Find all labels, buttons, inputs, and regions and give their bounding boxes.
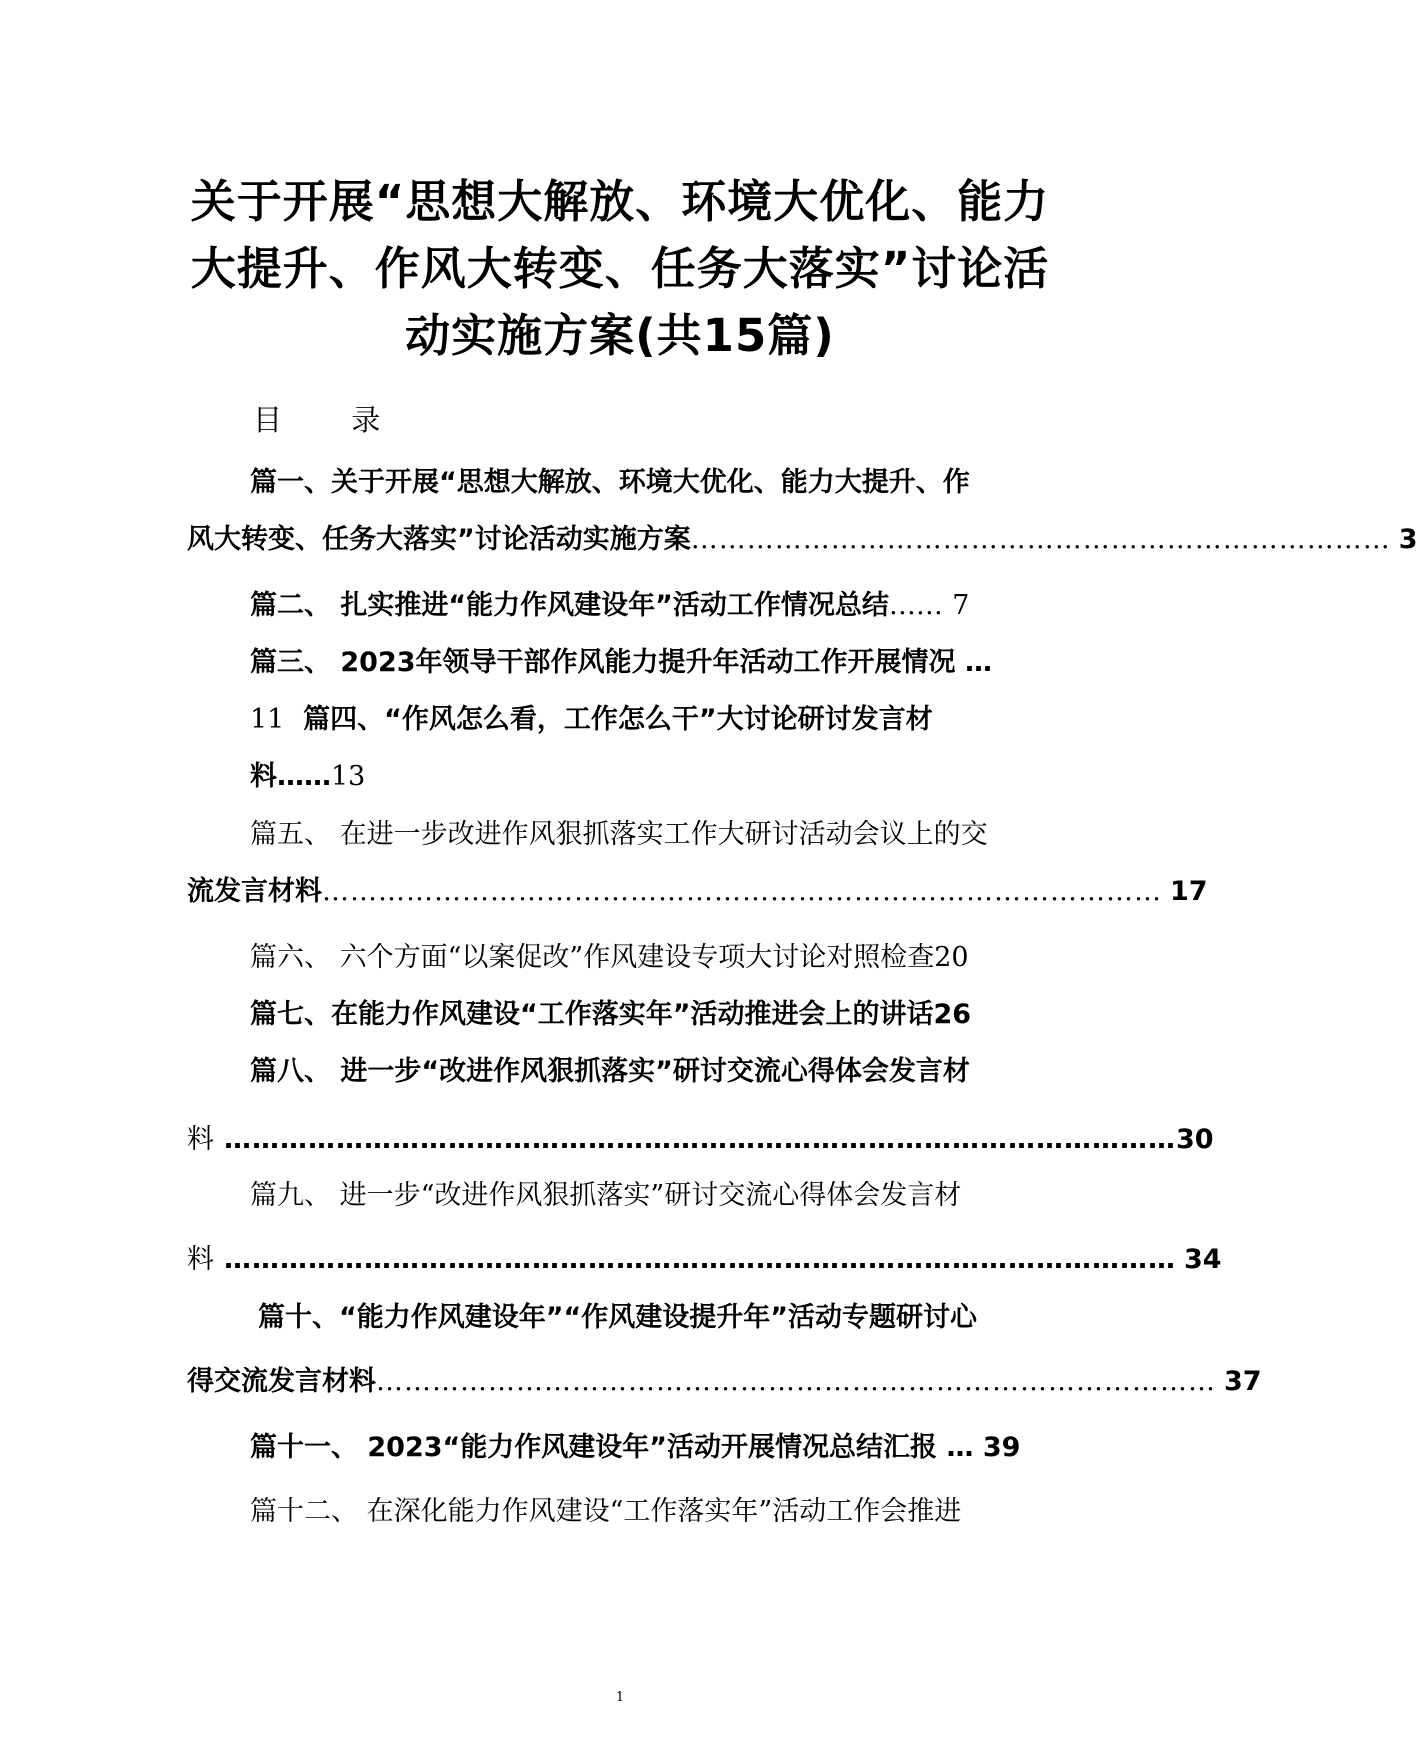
dot-leader: …………………………………………………………………………………………: [224, 1244, 1176, 1275]
toc-entry-5-title-end: 流发言材料: [187, 876, 322, 907]
toc-entry-4-line-2: [250, 757, 365, 797]
toc-entry-9-page: 34: [1184, 1244, 1222, 1275]
toc-entry-5-line-2: [187, 872, 1208, 912]
toc-heading: 目 录: [253, 403, 411, 437]
toc-entry-8-page: 30: [1176, 1124, 1214, 1155]
toc-entry-9-title-end: 料: [187, 1244, 214, 1275]
document-title: [160, 168, 1080, 369]
toc-entry-3-title: 篇三、 2023年领导干部作风能力提升年活动工作开展情况: [250, 647, 956, 678]
toc-entry-4-title-end: 料……: [250, 761, 331, 792]
toc-entry-5-page: 17: [1170, 876, 1208, 907]
toc-entry-7-title: 篇七、在能力作风建设“工作落实年”活动推进会上的讲话: [250, 999, 934, 1030]
toc-entry-2-page: 7: [952, 590, 970, 621]
toc-entry-11: [250, 1428, 1020, 1468]
toc-entry-10-line-1: 篇十、“能力作风建设年”“作风建设提升年”活动专题研讨心: [258, 1302, 977, 1333]
toc-entry-8-title-end: 料: [187, 1124, 214, 1155]
toc-entry-7-page: 26: [933, 999, 972, 1030]
toc-entry-7: [250, 995, 971, 1035]
toc-entry-10-page: 37: [1224, 1366, 1262, 1397]
dot-leader: ………………………………………………………………………………: [376, 1366, 1216, 1397]
dot-leader: …: [955, 647, 992, 678]
toc-entry-3-page: 11: [250, 704, 285, 735]
toc-entry-11-title: 篇十一、 2023“能力作风建设年”活动开展情况总结汇报: [250, 1432, 938, 1463]
toc-entry-9-line-2: [187, 1240, 1222, 1280]
toc-entry-10-line-2: [187, 1362, 1262, 1402]
dot-leader: …………………………………………………………………: [690, 524, 1391, 555]
toc-entry-4-line-1: [250, 700, 933, 740]
title-line-2: 大提升、作风大转变、任务大落实”讨论活: [190, 242, 1050, 295]
toc-entry-5-line-1: 篇五、 在进一步改进作风狠抓落实工作大研讨活动会议上的交: [250, 819, 988, 850]
toc-entry-4-title: 篇四、“作风怎么看，工作怎么干”大讨论研讨发言材: [303, 704, 933, 735]
toc-entry-1-line-1: 篇一、关于开展“思想大解放、环境大优化、能力大提升、作: [250, 467, 970, 498]
toc-entry-2: [250, 586, 969, 626]
toc-entry-1-line-2: [187, 520, 1418, 560]
toc-entry-8-line-2: [187, 1120, 1214, 1160]
toc-entry-3: [250, 643, 992, 683]
toc-entry-6-page: 20: [934, 942, 969, 973]
toc-entry-8-line-1: 篇八、 进一步“改进作风狠抓落实”研讨交流心得体会发言材: [250, 1056, 970, 1087]
page-number: 1: [615, 1690, 625, 1705]
dot-leader: ……: [888, 590, 943, 621]
toc-entry-10-title-end: 得交流发言材料: [187, 1366, 376, 1397]
toc-entry-4-page: 13: [331, 761, 366, 792]
toc-entry-1-title-end: 风大转变、任务大落实”讨论活动实施方案: [187, 524, 691, 555]
toc-entry-9-line-1: 篇九、 进一步“改进作风狠抓落实”研讨交流心得体会发言材: [250, 1180, 962, 1211]
toc-entry-6-title: 篇六、 六个方面“以案促改”作风建设专项大讨论对照检查: [250, 942, 935, 973]
title-line-1: 关于开展“思想大解放、环境大优化、能力: [190, 175, 1050, 228]
toc-entry-12-line-1: 篇十二、 在深化能力作风建设“工作落实年”活动工作会推进: [250, 1496, 962, 1527]
dot-leader: ………………………………………………………………………………: [322, 876, 1162, 907]
dot-leader: …: [937, 1432, 974, 1463]
toc-entry-6: [250, 938, 969, 978]
title-line-3: 动实施方案(共15篇): [405, 309, 835, 362]
toc-entry-2-title: 篇二、 扎实推进“能力作风建设年”活动工作情况总结: [250, 590, 889, 621]
dot-leader: …………………………………………………………………………………………: [224, 1124, 1176, 1155]
toc-entry-1-page: 3: [1398, 524, 1418, 555]
toc-entry-11-page: 39: [982, 1432, 1021, 1463]
